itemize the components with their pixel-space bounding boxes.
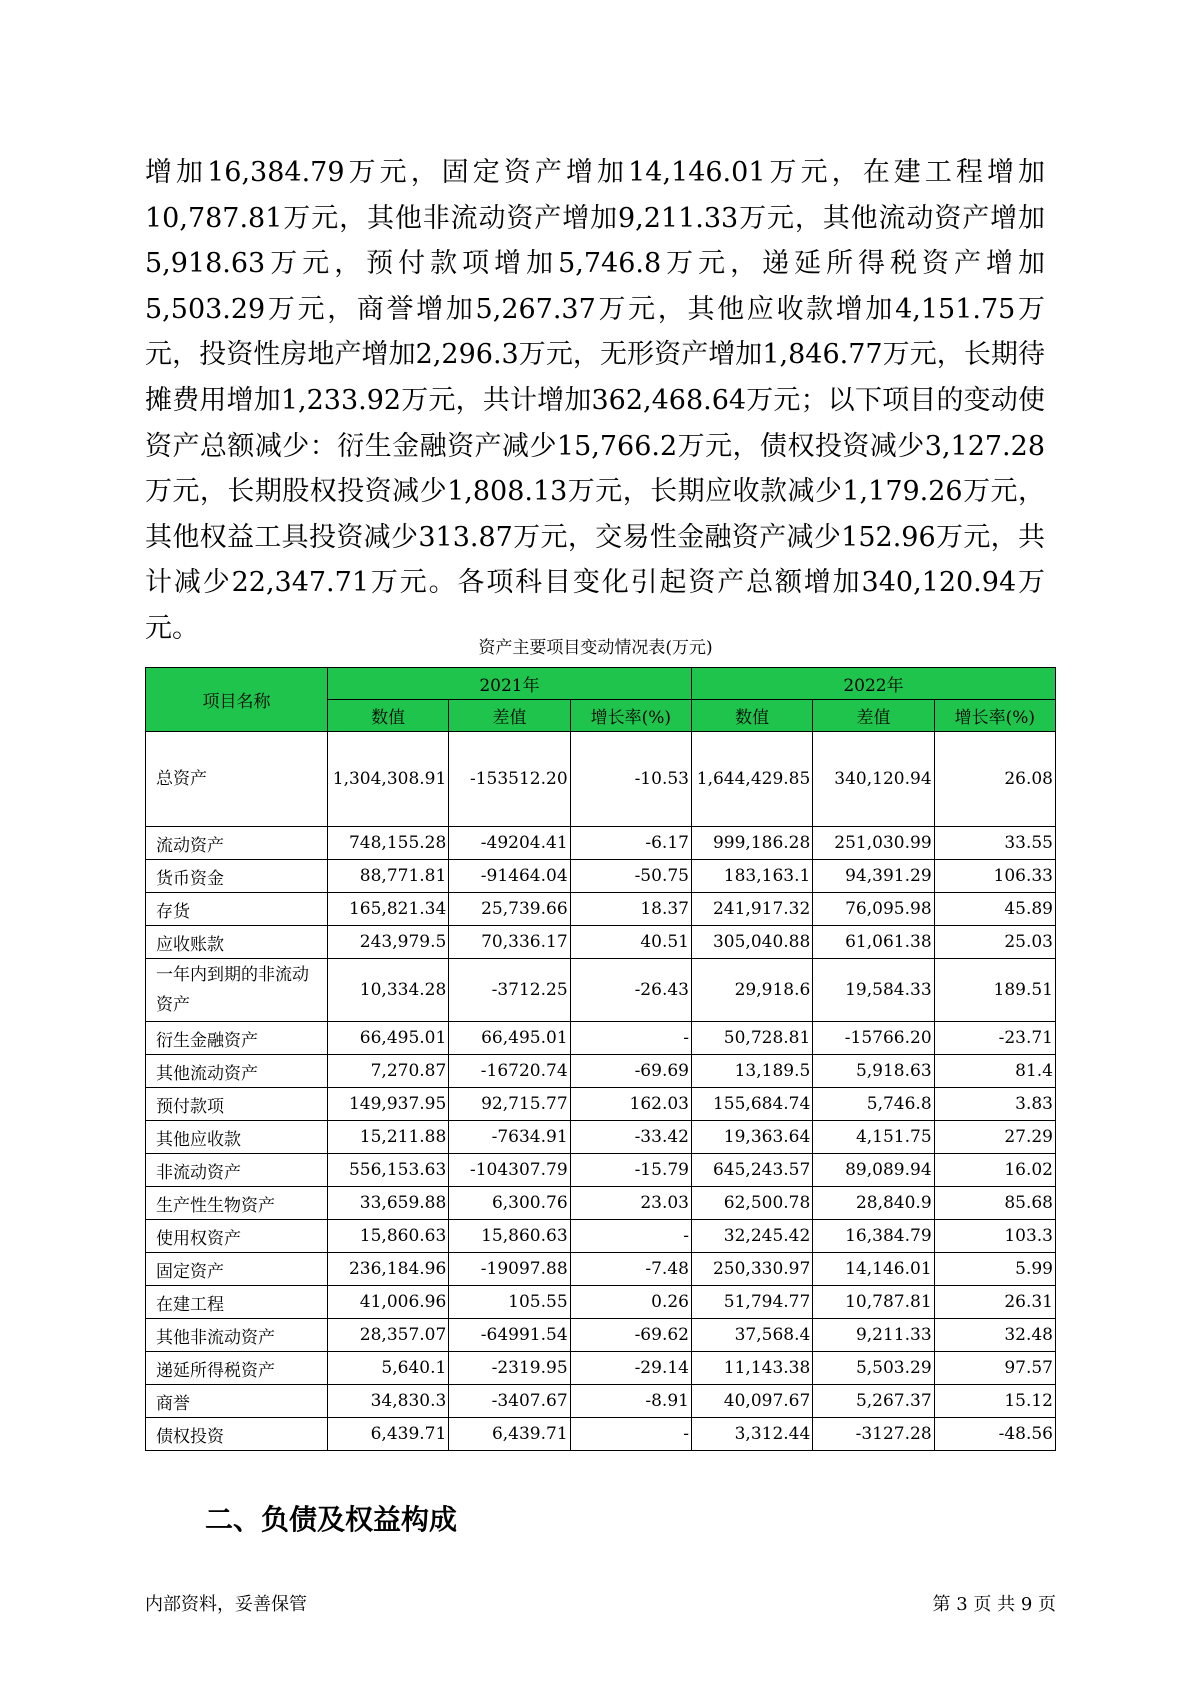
table-cell: 62,500.78	[691, 1187, 812, 1220]
table-cell: 33,659.88	[327, 1187, 448, 1220]
table-cell: -19097.88	[449, 1253, 570, 1286]
row-label: 生产性生物资产	[146, 1187, 328, 1220]
table-cell: -15.79	[570, 1154, 691, 1187]
table-row	[146, 1220, 1056, 1253]
table-cell: 236,184.96	[327, 1253, 448, 1286]
table-cell: 32,245.42	[691, 1220, 812, 1253]
table-cell: 40,097.67	[691, 1385, 812, 1418]
footer-confidential: 内部资料，妥善保管	[145, 1594, 307, 1615]
table-cell: 556,153.63	[327, 1154, 448, 1187]
table-cell: 29,918.6	[691, 959, 812, 1022]
table-cell: 103.3	[934, 1220, 1055, 1253]
table-cell: -48.56	[934, 1418, 1055, 1451]
table-cell: -16720.74	[449, 1055, 570, 1088]
table-cell: -26.43	[570, 959, 691, 1022]
table-cell: 10,334.28	[327, 959, 448, 1022]
table-cell: 89,089.94	[813, 1154, 934, 1187]
table-cell: 7,270.87	[327, 1055, 448, 1088]
table-cell: -3407.67	[449, 1385, 570, 1418]
table-cell: 3,312.44	[691, 1418, 812, 1451]
table-cell: 70,336.17	[449, 926, 570, 959]
table-cell: 3.83	[934, 1088, 1055, 1121]
table-cell: -6.17	[570, 827, 691, 860]
table-cell: 26.08	[934, 732, 1055, 827]
header-year-2022: 2022年	[691, 668, 1055, 700]
table-cell: 16.02	[934, 1154, 1055, 1187]
row-label: 一年内到期的非流动资产	[146, 959, 328, 1022]
section-title: 二、负债及权益构成	[205, 1503, 458, 1536]
table-cell: -23.71	[934, 1022, 1055, 1055]
subheader-growth: 增长率(%)	[570, 700, 691, 732]
table-cell: 251,030.99	[813, 827, 934, 860]
table-cell: 85.68	[934, 1187, 1055, 1220]
row-label: 其他流动资产	[146, 1055, 328, 1088]
table-cell: 97.57	[934, 1352, 1055, 1385]
table-cell: 25,739.66	[449, 893, 570, 926]
table-cell: 6,439.71	[327, 1418, 448, 1451]
table-cell: 6,300.76	[449, 1187, 570, 1220]
table-cell: 645,243.57	[691, 1154, 812, 1187]
table-cell: 6,439.71	[449, 1418, 570, 1451]
table-cell: 40.51	[570, 926, 691, 959]
row-label: 衍生金融资产	[146, 1022, 328, 1055]
table-cell: 5,503.29	[813, 1352, 934, 1385]
table-cell: 28,357.07	[327, 1319, 448, 1352]
table-cell: 11,143.38	[691, 1352, 812, 1385]
table-cell: 34,830.3	[327, 1385, 448, 1418]
table-cell: 1,644,429.85	[691, 732, 812, 827]
table-cell: 88,771.81	[327, 860, 448, 893]
table-cell: 155,684.74	[691, 1088, 812, 1121]
table-row	[146, 732, 1056, 827]
table-cell: 92,715.77	[449, 1088, 570, 1121]
table-cell: 28,840.9	[813, 1187, 934, 1220]
table-cell: 9,211.33	[813, 1319, 934, 1352]
table-cell: -	[570, 1022, 691, 1055]
table-row	[146, 1154, 1056, 1187]
table-cell: -33.42	[570, 1121, 691, 1154]
subheader-diff: 差值	[449, 700, 570, 732]
table-cell: 189.51	[934, 959, 1055, 1022]
table-cell: 243,979.5	[327, 926, 448, 959]
table-cell: 61,061.38	[813, 926, 934, 959]
table-cell: 41,006.96	[327, 1286, 448, 1319]
table-cell: 106.33	[934, 860, 1055, 893]
table-row	[146, 1088, 1056, 1121]
table-cell: 305,040.88	[691, 926, 812, 959]
table-cell: 23.03	[570, 1187, 691, 1220]
table-cell: 51,794.77	[691, 1286, 812, 1319]
table-cell: -	[570, 1220, 691, 1253]
table-cell: 66,495.01	[327, 1022, 448, 1055]
table-caption: 资产主要项目变动情况表(万元)	[478, 638, 713, 658]
subheader-value: 数值	[691, 700, 812, 732]
table-cell: 748,155.28	[327, 827, 448, 860]
row-label: 非流动资产	[146, 1154, 328, 1187]
table-cell: -153512.20	[449, 732, 570, 827]
table-cell: 5,640.1	[327, 1352, 448, 1385]
table-cell: 66,495.01	[449, 1022, 570, 1055]
table-row	[146, 1286, 1056, 1319]
table-cell: -69.62	[570, 1319, 691, 1352]
table-row	[146, 1418, 1056, 1451]
table-cell: -8.91	[570, 1385, 691, 1418]
table-cell: -29.14	[570, 1352, 691, 1385]
table-cell: 162.03	[570, 1088, 691, 1121]
row-label: 递延所得税资产	[146, 1352, 328, 1385]
table-cell: -91464.04	[449, 860, 570, 893]
table-row	[146, 827, 1056, 860]
table-cell: -	[570, 1418, 691, 1451]
table-cell: -7634.91	[449, 1121, 570, 1154]
table-cell: 37,568.4	[691, 1319, 812, 1352]
table-cell: -15766.20	[813, 1022, 934, 1055]
table-cell: 0.26	[570, 1286, 691, 1319]
table-cell: 15.12	[934, 1385, 1055, 1418]
table-cell: 19,363.64	[691, 1121, 812, 1154]
header-item-name: 项目名称	[146, 668, 328, 732]
body-paragraph: 增加16,384.79万元，固定资产增加14,146.01万元，在建工程增加10,787.81万元，其他非流动资产增加9,211.33万元，其他流动资产增加5,918.63万元，预付款项增加5,746.8万元，递延所得税资产增加5,503.29万元，商誉增加5,267.37万元，其他应收款增加4,151.75万元，投资性房地产增加2,296.3万元，无形资产增加1,846.77万元，长期待摊费用增加1,233.92万元，共计增加362,468.64万元；以下项目的变动使资产总额减少：衍生金融资产减少15,766.2万元，债权投资减少3,127.28万元，长期股权投资减少1,808.13万元，长期应收款减少1,179.26万元，其他权益工具投资减少313.87万元，交易性金融资产减少152.96万元，共计减少22,347.71万元。各项科目变化引起资产总额增加340,120.94万元。	[145, 157, 1045, 644]
table-cell: 4,151.75	[813, 1121, 934, 1154]
table-row	[146, 1121, 1056, 1154]
table-cell: -104307.79	[449, 1154, 570, 1187]
table-cell: 5,918.63	[813, 1055, 934, 1088]
table-row	[146, 1055, 1056, 1088]
table-cell: 16,384.79	[813, 1220, 934, 1253]
table-row	[146, 959, 1056, 1022]
table-cell: 149,937.95	[327, 1088, 448, 1121]
table-row	[146, 1253, 1056, 1286]
table-cell: 340,120.94	[813, 732, 934, 827]
row-label: 流动资产	[146, 827, 328, 860]
header-year-2021: 2021年	[327, 668, 691, 700]
table-cell: 76,095.98	[813, 893, 934, 926]
row-label: 固定资产	[146, 1253, 328, 1286]
table-cell: 10,787.81	[813, 1286, 934, 1319]
footer-page-number: 第 3 页 共 9 页	[932, 1594, 1056, 1615]
table-cell: 33.55	[934, 827, 1055, 860]
table-cell: 94,391.29	[813, 860, 934, 893]
table-cell: 81.4	[934, 1055, 1055, 1088]
table-cell: 15,860.63	[327, 1220, 448, 1253]
table-row	[146, 893, 1056, 926]
table-cell: 25.03	[934, 926, 1055, 959]
asset-changes-table	[145, 667, 1056, 1451]
table-cell: 241,917.32	[691, 893, 812, 926]
table-row	[146, 1385, 1056, 1418]
table-cell: -49204.41	[449, 827, 570, 860]
table-cell: -10.53	[570, 732, 691, 827]
table-cell: 15,211.88	[327, 1121, 448, 1154]
subheader-growth: 增长率(%)	[934, 700, 1055, 732]
row-label: 债权投资	[146, 1418, 328, 1451]
table-cell: 1,304,308.91	[327, 732, 448, 827]
table-cell: 14,146.01	[813, 1253, 934, 1286]
table-cell: 26.31	[934, 1286, 1055, 1319]
row-label: 使用权资产	[146, 1220, 328, 1253]
table-row	[146, 860, 1056, 893]
table-cell: 165,821.34	[327, 893, 448, 926]
table-cell: -3712.25	[449, 959, 570, 1022]
table-cell: 18.37	[570, 893, 691, 926]
table-row	[146, 1319, 1056, 1352]
table-cell: 250,330.97	[691, 1253, 812, 1286]
table-cell: -69.69	[570, 1055, 691, 1088]
table-cell: -2319.95	[449, 1352, 570, 1385]
table-cell: 13,189.5	[691, 1055, 812, 1088]
row-label: 商誉	[146, 1385, 328, 1418]
table-row	[146, 1187, 1056, 1220]
table-cell: 15,860.63	[449, 1220, 570, 1253]
row-label: 其他非流动资产	[146, 1319, 328, 1352]
table-cell: 27.29	[934, 1121, 1055, 1154]
subheader-diff: 差值	[813, 700, 934, 732]
row-label: 应收账款	[146, 926, 328, 959]
table-cell: 999,186.28	[691, 827, 812, 860]
table-cell: 183,163.1	[691, 860, 812, 893]
subheader-value: 数值	[327, 700, 448, 732]
table-cell: 5,267.37	[813, 1385, 934, 1418]
row-label: 在建工程	[146, 1286, 328, 1319]
row-label: 总资产	[146, 732, 328, 827]
table-cell: 50,728.81	[691, 1022, 812, 1055]
table-cell: -7.48	[570, 1253, 691, 1286]
table-cell: 5,746.8	[813, 1088, 934, 1121]
row-label: 其他应收款	[146, 1121, 328, 1154]
table-cell: 105.55	[449, 1286, 570, 1319]
table-cell: -64991.54	[449, 1319, 570, 1352]
row-label: 预付款项	[146, 1088, 328, 1121]
row-label: 货币资金	[146, 860, 328, 893]
table-cell: -3127.28	[813, 1418, 934, 1451]
table-cell: 19,584.33	[813, 959, 934, 1022]
table-cell: 32.48	[934, 1319, 1055, 1352]
table-row	[146, 1022, 1056, 1055]
table-cell: 45.89	[934, 893, 1055, 926]
table-cell: -50.75	[570, 860, 691, 893]
table-cell: 5.99	[934, 1253, 1055, 1286]
row-label: 存货	[146, 893, 328, 926]
table-row	[146, 1352, 1056, 1385]
table-row	[146, 926, 1056, 959]
